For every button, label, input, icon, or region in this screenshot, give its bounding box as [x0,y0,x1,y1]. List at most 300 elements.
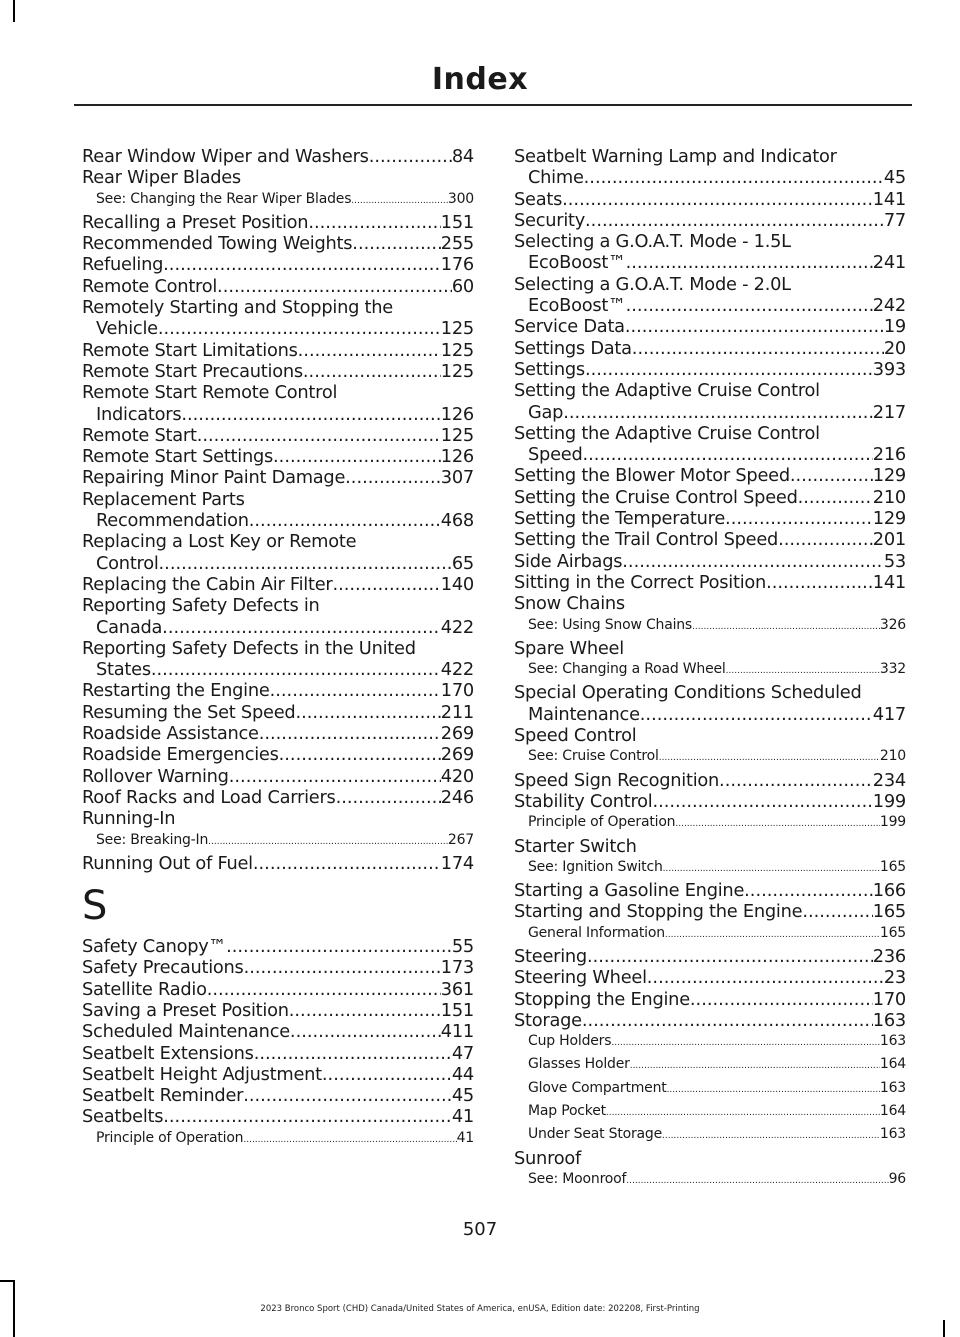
entry-page-number: 125 [440,318,474,340]
index-entry[interactable] [82,680,474,701]
dot-leader [630,1054,880,1077]
dot-leader [295,702,440,723]
index-entry[interactable] [82,853,474,874]
dot-leader [563,402,873,423]
crop-mark-top-left [13,0,15,22]
index-entry[interactable] [82,553,474,574]
section-letter: S [82,883,108,930]
dot-leader [632,338,884,359]
entry-label: See: Cruise Control [528,748,659,765]
dot-leader [207,979,441,1000]
dot-leader [279,744,441,765]
index-subentry[interactable] [514,1169,906,1192]
dot-leader [270,680,441,701]
index-entry[interactable] [82,1085,474,1106]
entry-page-number: 23 [883,967,906,989]
dot-leader [159,553,452,574]
entry-label: Indicators [96,403,182,425]
entry-page-number: 65 [451,552,474,574]
entry-page-number: 199 [879,814,906,831]
entry-label: Roadside Emergencies [82,744,279,766]
dot-leader [584,167,884,188]
entry-label: EcoBoost™ [528,252,626,274]
entry-page-number: 53 [883,550,906,572]
index-entry[interactable] [82,254,474,275]
index-entry[interactable] [514,189,906,210]
entry-label: Steering [514,945,587,967]
entry-page-number: 422 [440,659,474,681]
dot-leader [253,853,441,874]
entry-label: Control [96,552,159,574]
entry-label: Setting the Temperature [514,508,726,530]
entry-label: Vehicle [96,318,158,340]
entry-page-number: 163 [879,1033,906,1050]
dot-leader [226,936,452,957]
dot-leader [322,1064,452,1085]
index-entry[interactable] [82,340,474,361]
entry-page-number: 125 [440,360,474,382]
entry-label: Restarting the Engine [82,680,270,702]
entry-label: See: Changing a Road Wheel [528,661,726,678]
entry-label: Sitting in the Correct Position [514,571,767,593]
index-entry[interactable] [82,1000,474,1021]
entry-page-number: 411 [440,1021,474,1043]
entry-page-number: 269 [440,723,474,745]
entry-page-number: 140 [440,573,474,595]
index-heading: Sunroof [514,1147,582,1169]
index-entry[interactable] [82,318,474,339]
index-subentry[interactable] [514,857,906,880]
index-subentry[interactable] [514,812,906,835]
dot-leader [665,923,880,946]
entry-page-number: 126 [440,403,474,425]
index-entry[interactable] [82,744,474,765]
entry-page-number: 60 [451,275,474,297]
index-column-left [82,146,474,1151]
entry-label: Service Data [514,316,625,338]
index-entry[interactable] [82,574,474,595]
index-heading: Remotely Starting and Stopping the [82,297,393,319]
index-entry[interactable] [82,979,474,1000]
dot-leader [652,791,872,812]
entry-page-number: 201 [872,529,906,551]
index-entry[interactable] [82,1106,474,1127]
entry-label: Seatbelt Reminder [82,1085,244,1107]
index-entry[interactable] [82,361,474,382]
entry-label: Remote Start Settings [82,446,274,468]
dot-leader [659,746,880,769]
dot-leader [254,1043,452,1064]
entry-label: Recommended Towing Weights [82,233,353,255]
entry-label: Settings [514,358,585,380]
entry-label: Saving a Preset Position [82,999,289,1021]
dot-leader [273,446,441,467]
entry-page-number: 199 [872,790,906,812]
entry-page-number: 55 [451,936,474,958]
entry-page-number: 269 [440,744,474,766]
entry-label: Side Airbags [514,550,623,572]
index-entry[interactable] [82,957,474,978]
entry-label: Repairing Minor Paint Damage [82,467,346,489]
dot-leader [289,1000,441,1021]
dot-leader [585,210,884,231]
index-entry[interactable] [514,508,906,529]
dot-leader [662,1124,880,1147]
entry-label: See: Breaking-In [96,831,209,848]
entry-page-number: 170 [440,680,474,702]
dot-leader [647,967,884,988]
index-entry[interactable] [514,465,906,486]
dot-leader [606,1101,880,1124]
entry-label: Remote Start Precautions [82,360,303,382]
entry-label: Running Out of Fuel [82,852,253,874]
index-entry[interactable] [82,425,474,446]
index-entry[interactable] [82,659,474,680]
index-subentry[interactable] [514,615,906,638]
entry-page-number: 216 [872,444,906,466]
index-entry[interactable] [514,529,906,550]
entry-label: Recalling a Preset Position [82,211,309,233]
entry-label: Steering Wheel [514,967,647,989]
index-entry[interactable] [514,880,906,901]
entry-label: Safety Precautions [82,957,244,979]
index-entry[interactable] [82,787,474,808]
index-heading: Starter Switch [514,835,637,857]
entry-label: Recommendation [96,510,249,532]
entry-page-number: 125 [440,424,474,446]
entry-page-number: 20 [883,337,906,359]
dot-leader [766,572,873,593]
dot-leader [582,1010,873,1031]
entry-label: Starting a Gasoline Engine [514,880,745,902]
index-entry[interactable] [514,316,906,337]
index-heading: Selecting a G.O.A.T. Mode - 2.0L [514,273,791,295]
dot-leader [345,467,441,488]
entry-page-number: 165 [872,901,906,923]
entry-label: Glove Compartment [528,1079,667,1096]
crop-mark-bottom-left-horizontal [0,1280,15,1282]
index-subentry[interactable] [82,830,474,853]
entry-label: Security [514,209,586,231]
dot-leader [290,1021,441,1042]
index-subentry[interactable] [514,1078,906,1101]
index-column-right [514,146,906,1192]
entry-page-number: 19 [883,316,906,338]
index-entry[interactable] [514,967,906,988]
dot-leader [208,830,448,853]
entry-label: Safety Canopy™ [82,936,227,958]
dot-leader [790,465,873,486]
entry-page-number: 236 [872,945,906,967]
index-entry[interactable] [82,276,474,297]
dot-leader [352,233,441,254]
index-entry[interactable] [82,446,474,467]
index-heading: Replacing a Lost Key or Remote [82,531,357,553]
entry-label: Roof Racks and Load Carriers [82,786,336,808]
index-entry[interactable] [514,946,906,967]
entry-page-number: 173 [440,957,474,979]
crop-mark-bottom-right [943,1320,945,1337]
entry-label: Satellite Radio [82,978,207,1000]
entry-page-number: 307 [440,467,474,489]
index-entry[interactable] [514,338,906,359]
index-entry[interactable] [514,402,906,423]
entry-page-number: 163 [879,1079,906,1096]
index-entry[interactable] [82,1064,474,1085]
dot-leader [303,361,441,382]
dot-leader [259,723,441,744]
entry-page-number: 41 [456,1129,474,1146]
entry-label: See: Ignition Switch [528,858,663,875]
index-entry[interactable] [514,791,906,812]
index-subentry[interactable] [514,659,906,682]
entry-page-number: 210 [879,748,906,765]
dot-leader [332,574,440,595]
entry-label: Stability Control [514,790,653,812]
dot-leader [163,1106,452,1127]
entry-page-number: 242 [872,295,906,317]
dot-leader [622,551,884,572]
entry-label: Resuming the Set Speed [82,701,296,723]
index-heading: Special Operating Conditions Scheduled [514,682,862,704]
dot-leader [719,770,873,791]
entry-page-number: 96 [888,1170,906,1187]
dot-leader [229,766,441,787]
dot-leader [725,508,873,529]
entry-label: Remote Start Limitations [82,339,298,361]
dot-leader [675,812,880,835]
entry-label: EcoBoost™ [528,295,626,317]
entry-label: States [96,659,151,681]
entry-label: Speed Sign Recognition [514,769,720,791]
index-entry[interactable] [514,359,906,380]
entry-label: Maintenance [528,703,640,725]
entry-label: Glasses Holder [528,1056,630,1073]
entry-page-number: 41 [451,1106,474,1128]
dot-leader [369,146,452,167]
entry-label: Gap [528,401,564,423]
dot-leader [336,787,441,808]
entry-label: Remote Control [82,275,218,297]
index-entry[interactable] [514,252,906,273]
index-entry[interactable] [514,444,906,465]
entry-label: Storage [514,1009,582,1031]
entry-label: Settings Data [514,337,632,359]
index-heading: Selecting a G.O.A.T. Mode - 1.5L [514,231,791,253]
entry-label: Setting the Cruise Control Speed [514,486,798,508]
entry-page-number: 151 [440,211,474,233]
index-entry[interactable] [82,233,474,254]
index-entry[interactable] [514,487,906,508]
dot-leader [158,318,441,339]
entry-label: See: Moonroof [528,1170,627,1187]
index-heading: Speed Control [514,725,637,747]
entry-page-number: 164 [879,1103,906,1120]
entry-label: Replacing the Cabin Air Filter [82,573,333,595]
index-heading: Setting the Adaptive Cruise Control [514,422,820,444]
entry-page-number: 45 [451,1085,474,1107]
index-entry[interactable] [82,212,474,233]
entry-page-number: 44 [451,1063,474,1085]
entry-label: See: Changing the Rear Wiper Blades [96,190,352,207]
dot-leader [562,189,873,210]
index-entry[interactable] [82,702,474,723]
entry-page-number: 234 [872,769,906,791]
entry-label: Setting the Trail Control Speed [514,529,779,551]
entry-label: Map Pocket [528,1103,606,1120]
index-entry[interactable] [514,551,906,572]
entry-label: Seatbelt Height Adjustment [82,1063,322,1085]
dot-leader [351,189,448,212]
entry-page-number: 166 [872,880,906,902]
entry-page-number: 241 [872,252,906,274]
dot-leader [308,212,440,233]
dot-leader [244,957,441,978]
entry-label: Seatbelts [82,1106,164,1128]
index-heading: Rear Wiper Blades [82,167,241,189]
entry-page-number: 129 [872,465,906,487]
index-heading: Remote Start Remote Control [82,382,338,404]
dot-leader [249,510,441,531]
dot-leader [744,880,873,901]
entry-label: Stopping the Engine [514,988,690,1010]
dot-leader [181,404,440,425]
index-entry[interactable] [82,510,474,531]
index-entry[interactable] [514,1010,906,1031]
entry-page-number: 210 [872,486,906,508]
index-entry[interactable] [82,1021,474,1042]
entry-label: Principle of Operation [528,814,676,831]
entry-page-number: 126 [440,446,474,468]
dot-leader [726,659,880,682]
entry-page-number: 170 [872,988,906,1010]
index-entry[interactable] [82,1043,474,1064]
dot-leader [162,617,441,638]
index-heading: Seatbelt Warning Lamp and Indicator [514,146,837,167]
index-entry[interactable] [82,723,474,744]
index-heading: Running-In [82,808,176,830]
entry-label: See: Using Snow Chains [528,616,693,633]
entry-page-number: 174 [440,852,474,874]
index-subentry[interactable] [514,1054,906,1077]
entry-label: Rollover Warning [82,765,229,787]
index-subentry[interactable] [514,923,906,946]
entry-page-number: 422 [440,616,474,638]
entry-label: Starting and Stopping the Engine [514,901,803,923]
entry-label: Remote Start [82,424,197,446]
index-entry[interactable] [82,936,474,957]
entry-page-number: 326 [879,616,906,633]
dot-leader [583,444,873,465]
index-entry[interactable] [514,295,906,316]
index-entry[interactable] [82,146,474,167]
entry-page-number: 163 [872,1009,906,1031]
entry-page-number: 77 [883,209,906,231]
entry-page-number: 361 [440,978,474,1000]
entry-page-number: 211 [440,701,474,723]
index-subentry[interactable] [82,189,474,212]
dot-leader [151,659,441,680]
entry-page-number: 468 [440,510,474,532]
index-entry[interactable] [514,704,906,725]
header-divider [74,104,912,106]
entry-label: Speed [528,444,583,466]
index-entry[interactable] [514,572,906,593]
index-heading: Replacement Parts [82,488,245,510]
index-entry[interactable] [82,617,474,638]
index-entry[interactable] [514,770,906,791]
entry-page-number: 165 [879,858,906,875]
entry-label: Refueling [82,254,164,276]
dot-leader [663,857,880,880]
entry-page-number: 420 [440,765,474,787]
index-subentry[interactable] [514,1031,906,1054]
dot-leader [626,295,873,316]
index-entry[interactable] [514,901,906,922]
entry-label: General Information [528,924,665,941]
entry-page-number: 163 [879,1126,906,1143]
dot-leader [243,1128,456,1151]
index-entry[interactable] [82,404,474,425]
dot-leader [640,704,873,725]
dot-leader [667,1078,880,1101]
dot-leader [778,529,873,550]
dot-leader [626,1169,888,1192]
entry-page-number: 84 [451,146,474,167]
entry-label: Roadside Assistance [82,723,259,745]
entry-page-number: 246 [440,786,474,808]
entry-label: Seatbelt Extensions [82,1042,254,1064]
dot-leader [243,1085,452,1106]
dot-leader [626,252,873,273]
index-heading: Reporting Safety Defects in the United [82,637,416,659]
index-subentry[interactable] [82,1128,474,1151]
entry-page-number: 300 [447,190,474,207]
entry-page-number: 151 [440,999,474,1021]
entry-page-number: 165 [879,924,906,941]
index-entry[interactable] [514,989,906,1010]
dot-leader [611,1031,880,1054]
entry-page-number: 267 [447,831,474,848]
index-heading: Reporting Safety Defects in [82,595,320,617]
index-subentry[interactable] [514,1124,906,1147]
entry-page-number: 47 [451,1042,474,1064]
index-entry[interactable] [82,467,474,488]
dot-leader [692,615,880,638]
entry-page-number: 176 [440,254,474,276]
entry-page-number: 45 [883,167,906,189]
entry-page-number: 393 [872,358,906,380]
index-entry[interactable] [514,167,906,188]
dot-leader [625,316,884,337]
index-subentry[interactable] [514,746,906,769]
index-entry[interactable] [82,766,474,787]
dot-leader [217,276,452,297]
index-heading: Setting the Adaptive Cruise Control [514,380,820,402]
entry-page-number: 141 [872,571,906,593]
index-entry[interactable] [514,210,906,231]
index-subentry[interactable] [514,1101,906,1124]
dot-leader [163,254,441,275]
dot-leader [802,901,872,922]
entry-label: Scheduled Maintenance [82,1021,290,1043]
entry-label: Rear Window Wiper and Washers [82,146,369,167]
entry-page-number: 332 [879,661,906,678]
dot-leader [585,359,873,380]
dot-leader [798,487,873,508]
entry-label: Principle of Operation [96,1129,244,1146]
entry-page-number: 217 [872,401,906,423]
